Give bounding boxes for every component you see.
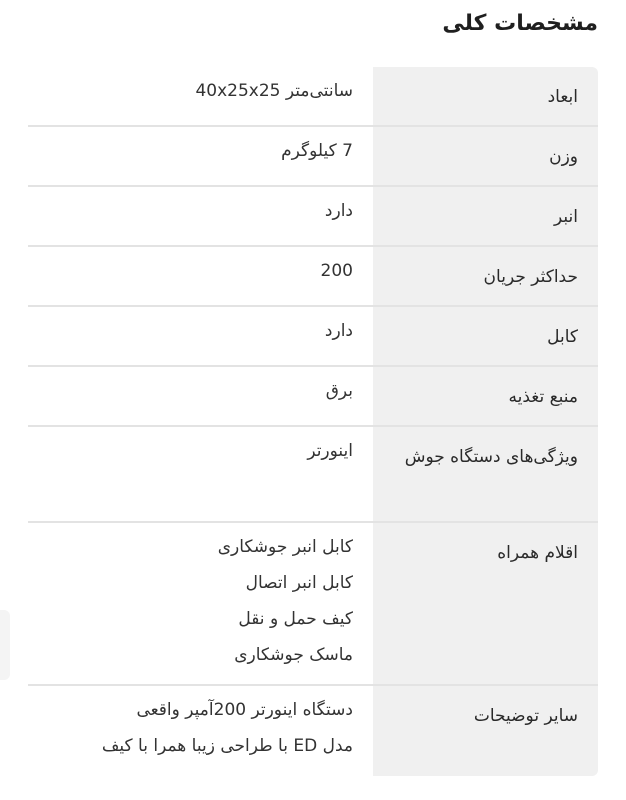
- spec-value: [28, 427, 373, 523]
- spec-key: ویژگی‌های دستگاه جوش: [373, 427, 598, 523]
- spec-value: [28, 247, 373, 307]
- spec-value: [28, 67, 373, 127]
- spec-row-weight: [28, 127, 598, 187]
- spec-value-line: دارد: [324, 201, 353, 221]
- spec-key: اقلام همراه: [373, 523, 598, 686]
- spec-value-line: دستگاه اینورتر 200آمپر واقعی: [136, 700, 353, 720]
- spec-key: انبر: [373, 187, 598, 247]
- spec-key: حداکثر جریان: [373, 247, 598, 307]
- page-title: مشخصات کلی: [442, 11, 598, 36]
- page-edge-shadow: [0, 610, 10, 680]
- specs-table: [28, 67, 598, 776]
- spec-key: ابعاد: [373, 67, 598, 127]
- spec-value: [28, 307, 373, 367]
- spec-row-other-notes: [28, 686, 598, 776]
- spec-row-welder-features: [28, 427, 598, 523]
- spec-value-line: دارد: [324, 321, 353, 341]
- spec-value-line: ماسک جوشکاری: [234, 645, 353, 665]
- spec-value-line: کابل انبر جوشکاری: [217, 537, 353, 557]
- spec-value-line: سانتی‌متر 40x25x25: [195, 81, 353, 101]
- spec-value: [28, 367, 373, 427]
- spec-value-line: کیف حمل و نقل: [238, 609, 353, 629]
- spec-key: سایر توضیحات: [373, 686, 598, 776]
- spec-value: [28, 127, 373, 187]
- spec-value: [28, 523, 373, 686]
- spec-row-max-current: [28, 247, 598, 307]
- spec-value-line: اینورتر: [307, 441, 353, 461]
- spec-row-power-source: [28, 367, 598, 427]
- spec-row-included-items: [28, 523, 598, 686]
- spec-value-line: 7 کیلوگرم: [281, 141, 353, 161]
- spec-value-line: برق: [325, 381, 353, 401]
- spec-value-line: کابل انبر اتصال: [245, 573, 353, 593]
- spec-value-line: 200: [320, 261, 353, 281]
- spec-row-dimensions: [28, 67, 598, 127]
- spec-key: وزن: [373, 127, 598, 187]
- spec-row-clamp: [28, 187, 598, 247]
- spec-key: منبع تغذیه: [373, 367, 598, 427]
- spec-value: [28, 187, 373, 247]
- spec-value: [28, 686, 373, 776]
- spec-key: کابل: [373, 307, 598, 367]
- spec-row-cable: [28, 307, 598, 367]
- spec-value-line: مدل ED با طراحی زیبا همرا با کیف: [101, 736, 353, 756]
